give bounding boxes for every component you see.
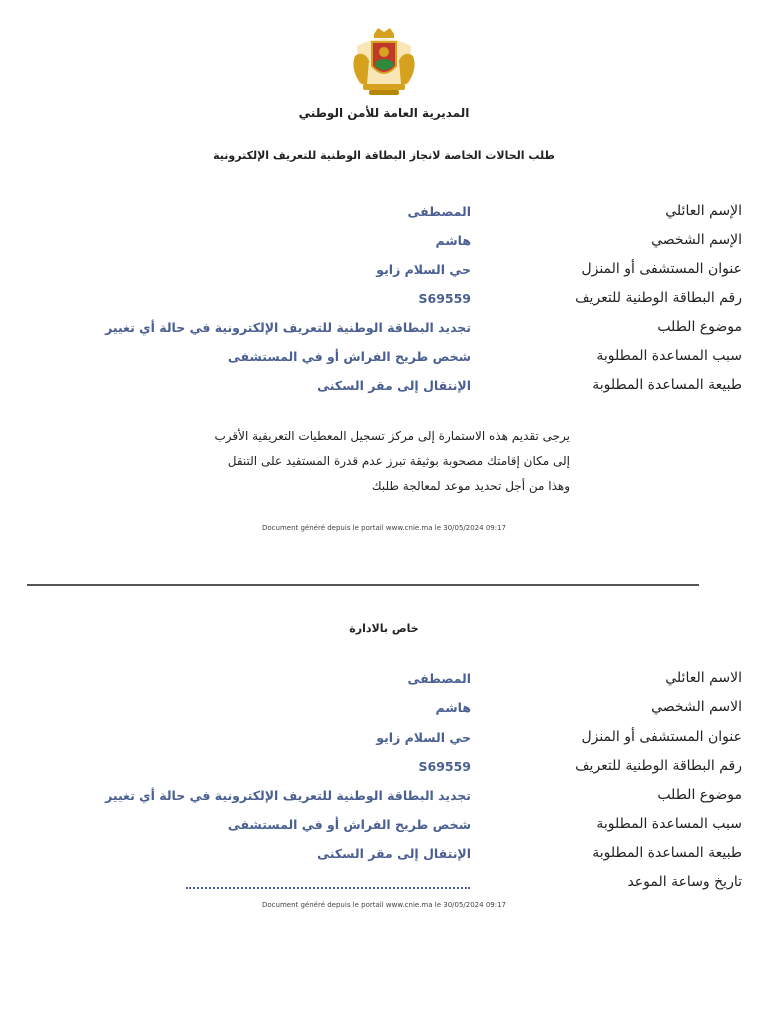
admin-section-heading: خاص بالادارة	[349, 622, 419, 635]
admin-assistance-type-value: الإنتقال إلى مقر السكنى	[317, 846, 471, 861]
document-title: طلب الحالات الخاصة لانجاز البطاقة الوطنية للتعريف الإلكترونية	[213, 149, 555, 162]
id-number-value: S69559	[418, 291, 471, 306]
admin-request-subject-label: موضوع الطلب	[657, 787, 742, 803]
instruction-line: يرجى تقديم هذه الاستمارة إلى مركز تسجيل المعطيات التعريفية الأقرب	[214, 429, 570, 443]
admin-id-number-label: رقم البطاقة الوطنية للتعريف	[575, 758, 742, 774]
agency-name: المديرية العامة للأمن الوطني	[298, 106, 470, 120]
section-divider	[27, 584, 699, 586]
admin-address-label: عنوان المستشفى أو المنزل	[581, 729, 742, 745]
admin-assistance-type-label: طبيعة المساعدة المطلوبة	[592, 845, 742, 861]
request-subject-value: تجديد البطاقة الوطنية للتعريف الإلكترونية في حالة أي تغيير	[105, 320, 471, 335]
admin-assistance-reason-value: شخص طريح الفراش أو في المستشفى	[227, 817, 471, 832]
assistance-type-value: الإنتقال إلى مقر السكنى	[317, 378, 471, 393]
appointment-label: تاريخ وساعة الموعد	[627, 874, 742, 890]
request-subject-label: موضوع الطلب	[657, 319, 742, 335]
admin-family-name-label: الاسم العائلي	[665, 670, 742, 686]
address-label: عنوان المستشفى أو المنزل	[581, 261, 742, 277]
assistance-reason-label: سبب المساعدة المطلوبة	[596, 348, 742, 364]
generated-footer-note: Document généré depuis le portail www.cnie.ma le 30/05/2024 09:17	[262, 901, 506, 909]
admin-address-value: حي السلام زايو	[376, 730, 471, 745]
assistance-reason-value: شخص طريح الفراش أو في المستشفى	[227, 349, 471, 364]
assistance-type-label: طبيعة المساعدة المطلوبة	[592, 377, 742, 393]
family-name-label: الإسم العائلي	[665, 203, 742, 219]
id-number-label: رقم البطاقة الوطنية للتعريف	[575, 290, 742, 306]
appointment-dotted-line	[186, 877, 470, 889]
first-name-label: الإسم الشخصي	[651, 232, 742, 248]
admin-request-subject-value: تجديد البطاقة الوطنية للتعريف الإلكترونية في حالة أي تغيير	[105, 788, 471, 803]
address-value: حي السلام زايو	[376, 262, 471, 277]
generated-footer-note: Document généré depuis le portail www.cnie.ma le 30/05/2024 09:17	[262, 524, 506, 532]
admin-id-number-value: S69559	[418, 759, 471, 774]
admin-first-name-value: هاشم	[435, 700, 471, 715]
admin-first-name-label: الاسم الشخصي	[651, 699, 742, 715]
family-name-value: المصطفى	[407, 204, 471, 219]
first-name-value: هاشم	[435, 233, 471, 248]
admin-assistance-reason-label: سبب المساعدة المطلوبة	[596, 816, 742, 832]
instruction-line: وهذا من أجل تحديد موعد لمعالجة طلبك	[371, 479, 570, 493]
instruction-line: إلى مكان إقامتك مصحوبة بوثيقة تبرز عدم قدرة المستفيد على التنقل	[227, 454, 570, 468]
admin-family-name-value: المصطفى	[407, 671, 471, 686]
coat-of-arms-emblem	[349, 26, 419, 98]
